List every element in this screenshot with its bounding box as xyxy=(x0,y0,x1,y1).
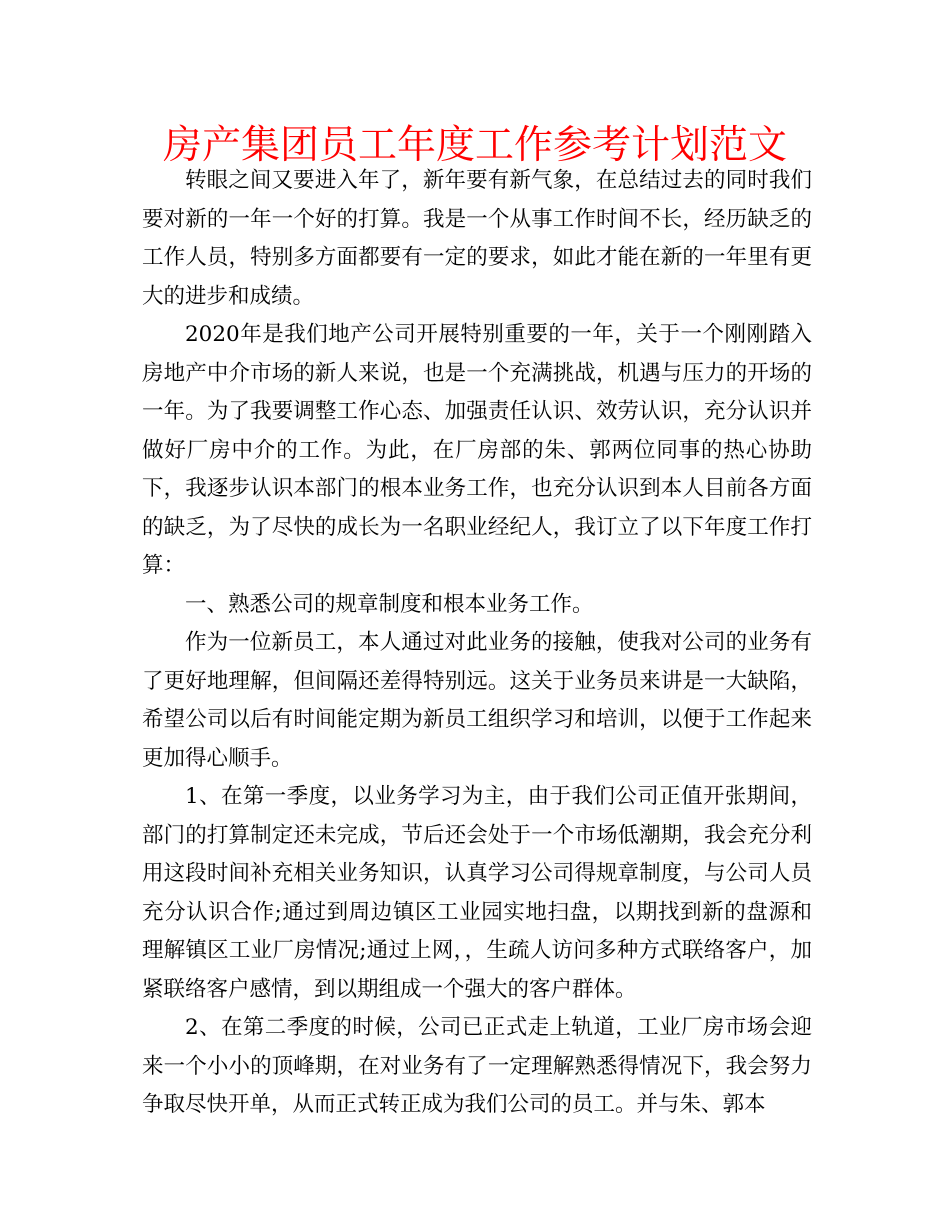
paragraph-q2: 2、在第二季度的时候，公司已正式走上轨道，工业厂房市场会迎来一个小小的顶峰期，在对业务有了一定理解熟悉得情况下，我会努力争取尽快开单，从而正式转正成为我们公司的员工。并与朱、郭本 xyxy=(142,1015,812,1117)
paragraph-new-employee: 作为一位新员工，本人通过对此业务的接触，使我对公司的业务有了更好地理解，但间隔还差得特别远。这关于业务员来讲是一大缺陷，希望公司以后有时间能定期为新员工组织学习和培训，以便于工作起来更加得心顺手。 xyxy=(142,630,812,771)
section-heading-1: 一、熟悉公司的规章制度和根本业务工作。 xyxy=(185,591,594,617)
document-title: 房产集团员工年度工作参考计划范文 xyxy=(162,123,787,168)
paragraph-2020-plan: 2020年是我们地产公司开展特别重要的一年，关于一个刚刚踏入房地产中介市场的新人来说，也是一个充满挑战，机遇与压力的开场的一年。为了我要调整工作心态、加强责任认识、效劳认识，充分认识并做好厂房中介的工作。为此，在厂房部的朱、郭两位同事的热心协助下，我逐步认识本部门的根本业务工作，也充分认识到本人目前各方面的缺乏，为了尽快的成长为一名职业经纪人，我订立了以下年度工作打算： xyxy=(142,322,812,578)
paragraph-q1: 1、在第一季度，以业务学习为主，由于我们公司正值开张期间，部门的打算制定还未完成，节后还会处于一个市场低潮期，我会充分利用这段时间补充相关业务知识，认真学习公司得规章制度，与公司人员充分认识合作;通过到周边镇区工业园实地扫盘，以期找到新的盘源和理解镇区工业厂房情况;通过上网，，生疏人访问多种方式联络客户，加紧联络客户感情，到以期组成一个强大的客户群体。 xyxy=(142,784,812,1002)
document-body xyxy=(142,162,812,1125)
paragraph-intro: 转眼之间又要进入年了，新年要有新气象，在总结过去的同时我们要对新的一年一个好的打算。我是一个从事工作时间不长，经历缺乏的工作人员，特别多方面都要有一定的要求，如此才能在新的一年里有更大的进步和成绩。 xyxy=(142,168,812,309)
